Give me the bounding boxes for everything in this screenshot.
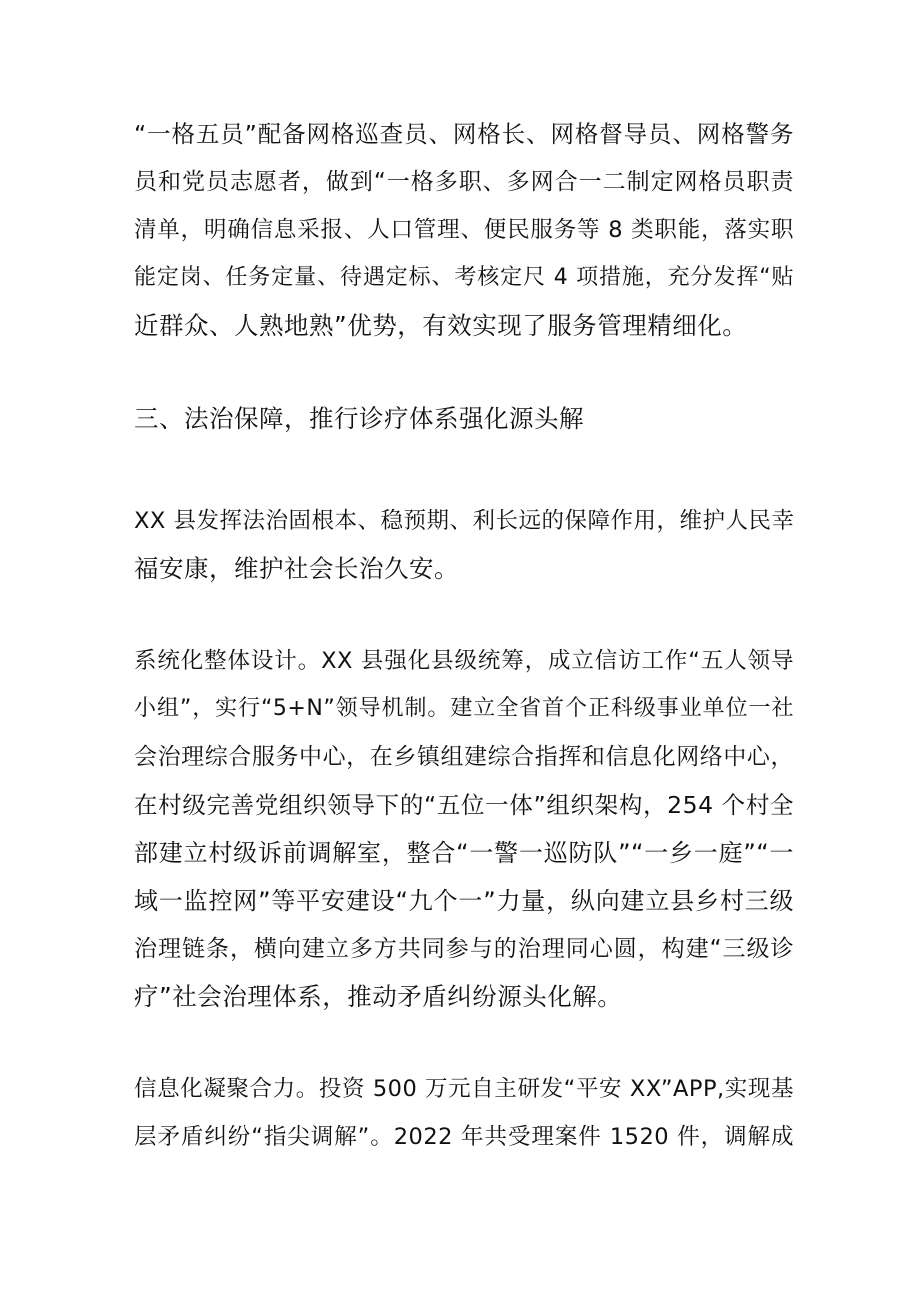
paragraph-3-line-6: 域一监控网”等平安建设“九个一”力量，纵向建立县乡村三级: [134, 887, 794, 915]
paragraph-3-line-8: 疗”社会治理体系，推动矛盾纠纷源头化解。: [134, 982, 623, 1011]
paragraph-1-line-4: 能定岗、任务定量、待遇定标、考核定尺 4 项措施，充分发挥“贴: [134, 265, 794, 290]
paragraph-3-line-4: 在村级完善党组织领导下的“五位一体”组织架构，254 个村全: [134, 791, 794, 819]
paragraph-1-line-2: 员和党员志愿者，做到“一格多职、多网合一二制定网格员职责: [134, 169, 794, 195]
paragraph-1-line-5: 近群众、人熟地熟”优势，有效实现了服务管理精细化。: [134, 311, 748, 340]
paragraph-2-line-2: 福安康，维护社会长治久安。: [134, 554, 459, 583]
paragraph-3-line-1: 系统化整体设计。XX 县强化县级统筹，成立信访工作“五人领导: [134, 648, 794, 674]
paragraph-1-line-1: “一格五员”配备网格巡查员、网格长、网格督导员、网格警务: [134, 120, 794, 148]
paragraph-3-line-7: 治理链条，横向建立多方共同参与的治理同心圆，构建“三级诊: [134, 936, 794, 962]
paragraph-2-line-1: XX 县发挥法治固根本、稳预期、利长远的保障作用，维护人民幸: [134, 508, 795, 534]
paragraph-1-line-3: 清单，明确信息采报、人口管理、便民服务等 8 类职能，落实职: [134, 217, 794, 243]
paragraph-3-line-2: 小组”，实行“5+N”领导机制。建立全省首个正科级事业单位一社: [134, 696, 794, 721]
paragraph-3-line-3: 会治理综合服务中心，在乡镇组建综合指挥和信息化网络中心，: [134, 744, 794, 770]
section-heading-3: 三、法治保障，推行诊疗体系强化源头解: [134, 404, 584, 433]
paragraph-4-line-1: 信息化凝聚合力。投资 500 万元自主研发“平安 XX”APP,实现基: [134, 1076, 794, 1102]
paragraph-3-line-5: 部建立村级诉前调解室，整合“一警一巡防队”“一乡一庭”“一: [134, 839, 794, 867]
paragraph-4-line-2: 层矛盾纠纷“指尖调解”。2022 年共受理案件 1520 件，调解成: [134, 1124, 794, 1150]
